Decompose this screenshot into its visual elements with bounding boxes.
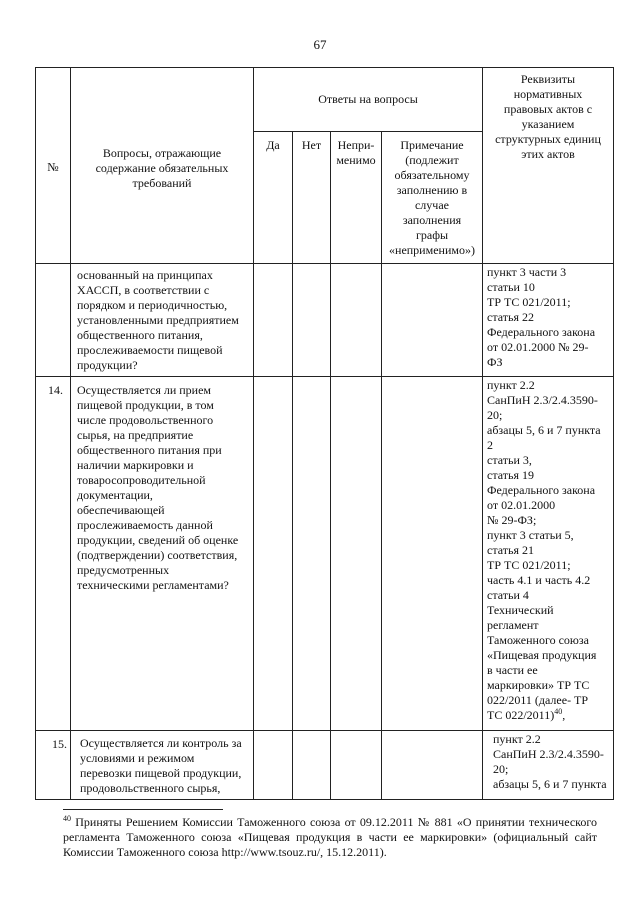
table-border-left (35, 67, 36, 800)
row-question: Осуществляется ли прием пищевой продукции, в том числе продовольственного сырья, на предприятие общественного питания при наличии маркировки и товаросопроводительной документации, обеспечивающей прослеживаемость данной продукции, сведений об оценке (подтверждении) соответствия, предусмотренных техническими регламентами? (77, 383, 239, 592)
header-note: Примечание (подлежит обязательному заполнению в случае заполнения графы «неприменимо») (389, 138, 475, 257)
column-divider (482, 67, 483, 800)
header-answers: Ответы на вопросы (318, 92, 418, 106)
row-number: 15. (52, 737, 67, 751)
header-questions: Вопросы, отражающие содержание обязательных требований (95, 146, 229, 190)
footnote-text: Приняты Решением Комиссии Таможенного союза от 09.12.2011 № 881 «О принятии технического регламента Таможенного союза «Пищевая продукция в части ее маркировки» (официальный сайт Комиссии Таможенного союза http://www.tsouz.ru/, 15.12.2011). (63, 815, 597, 859)
row-requisites (487, 378, 613, 723)
footnote-reference: 40 (554, 707, 563, 716)
row-separator (35, 730, 613, 731)
row-requisites: пункт 2.2 СанПиН 2.3/2.4.3590- 20; абзацы 5, 6 и 7 пункта (493, 732, 607, 791)
column-divider (253, 67, 254, 800)
row-requisites: пункт 3 части 3 статьи 10 ТР ТС 021/2011; статья 22 Федерального закона от 02.01.2000 № 29- ФЗ (487, 265, 596, 369)
header-not-applicable: Непри- менимо (336, 138, 376, 167)
table-border-top (35, 67, 613, 68)
requisites-text: пункт 2.2 СанПиН 2.3/2.4.3590- 20; абзацы 5, 6 и 7 пункта 2 статьи 3, статья 19 Федерального закона от 02.01.2000 № 29-ФЗ; пункт 3 статьи 5, статья 21 ТР ТС 021/2011; часть 4.1 и часть 4.2 статьи 4 Технический регламент Таможенного союза «Пищевая продукция в части ее маркировки» ТР ТС 022/2011 (далее- ТР ТС 022/2011) (487, 378, 601, 722)
row-separator (35, 376, 613, 377)
page-number: 67 (313, 37, 327, 52)
header-yes: Да (266, 138, 280, 152)
footnote (63, 815, 597, 860)
requisites-tail: , (562, 708, 566, 722)
answers-header-rule (253, 131, 482, 132)
column-divider (70, 67, 71, 800)
row-question: Осуществляется ли контроль за условиями и режимом перевозки пищевой продукции, продовольственного сырья, (80, 736, 242, 795)
header-requisites: Реквизиты нормативных правовых актов с указанием структурных единиц этих актов (495, 72, 601, 161)
footnote-rule (63, 809, 223, 810)
header-number: № (47, 160, 59, 174)
table-border-right (613, 67, 614, 800)
row-question: основанный на принципах ХАССП, в соответствии с порядком и периодичностью, установленными предприятием общественного питания, прослеживаемости пищевой продукции? (77, 268, 239, 372)
table-border-bottom (35, 799, 613, 800)
row-number: 14. (48, 383, 63, 397)
header-bottom-rule (35, 263, 613, 264)
column-divider (330, 131, 331, 800)
header-no: Нет (301, 138, 322, 152)
column-divider (292, 131, 293, 800)
footnote-mark: 40 (63, 814, 71, 823)
